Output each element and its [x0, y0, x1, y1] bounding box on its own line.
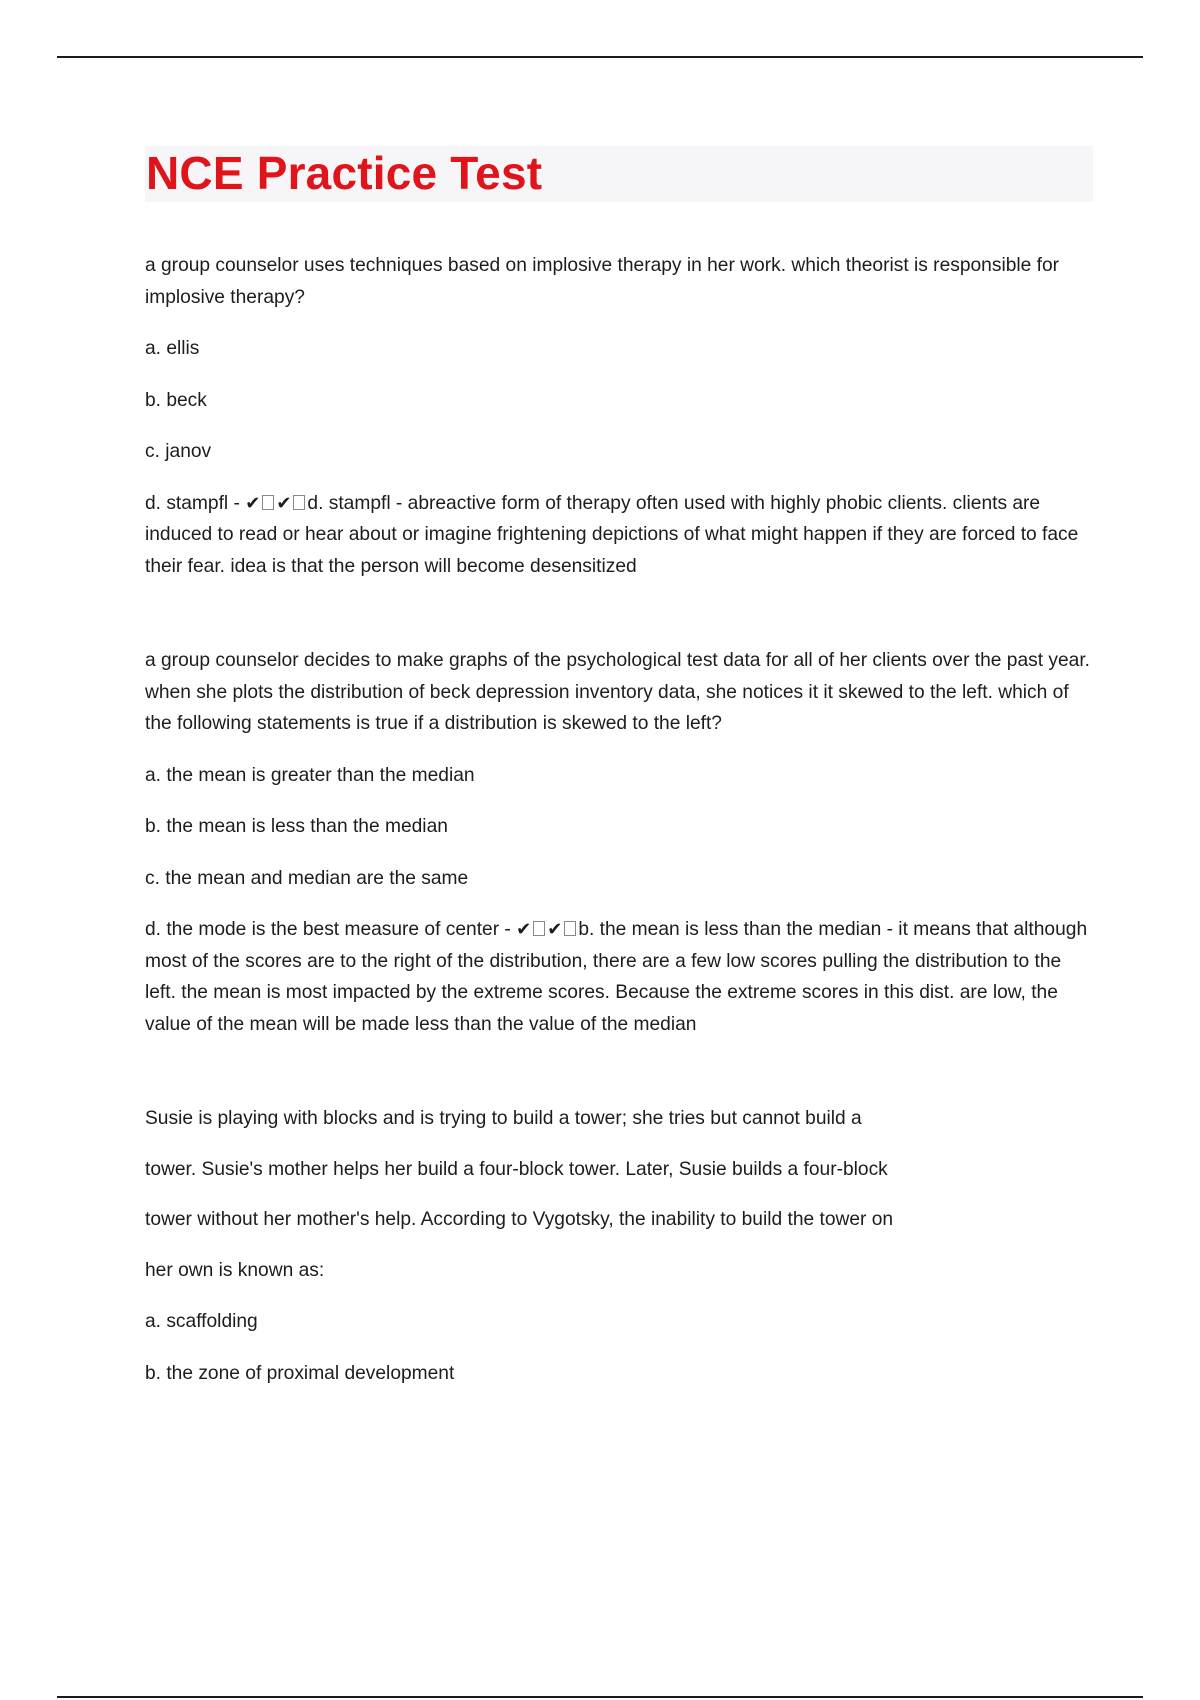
- title-band: [145, 146, 1093, 202]
- check-mark-icon: ✔: [547, 919, 563, 940]
- missing-glyph-box-icon: [293, 495, 305, 510]
- page-title: NCE Practice Test: [146, 147, 543, 199]
- question-2-prompt: a group counselor decides to make graphs of the psychological test data for all of her clients over the past year. when she plots the distribution of beck depression inventory data, she notices it it skewed to the left. which of the following statements is true if a distribution is skewed to the left?: [145, 650, 1090, 734]
- question-2-option-a: a. the mean is greater than the median: [145, 764, 475, 786]
- question-2-answer-text: b. the mean is less than the median - it means that although most of the scores are to the right of the distribution, there are a few low scores pulling the distribution to the left. the mean is most impacted by the extreme scores. Because the extreme scores in this dist. are low, the value of the mean will be made less than the value of the median: [145, 919, 1088, 1035]
- question-1-prompt: a group counselor uses techniques based on implosive therapy in her work. which theorist is responsible for implosive therapy?: [145, 255, 1060, 308]
- question-2-option-b: b. the mean is less than the median: [145, 816, 448, 837]
- spacer: [145, 582, 1093, 645]
- question-3-prompt-line-2: tower. Susie's mother helps her build a four-block tower. Later, Susie builds a four-block: [145, 1158, 888, 1180]
- missing-glyph-box-icon: [564, 921, 576, 936]
- missing-glyph-box-icon: [262, 495, 274, 510]
- question-2-option-c: c. the mean and median are the same: [145, 867, 469, 889]
- question-3-option-a: a. scaffolding: [145, 1311, 258, 1332]
- question-1-answer-text: d. stampfl - abreactive form of therapy often used with highly phobic clients. clients are induced to read or hear about or imagine frightening depictions of what might happen if they are forced to face their fear. idea is that the person will become desensitized: [145, 492, 1079, 577]
- question-1-answer-lead: d. stampfl -: [145, 492, 246, 514]
- question-3-prompt-line-1: Susie is playing with blocks and is trying to build a tower; she tries but cannot build a: [145, 1108, 862, 1129]
- question-1-option-a: a. ellis: [145, 338, 200, 359]
- document-content: [145, 146, 1093, 1389]
- question-2-answer-lead: d. the mode is the best measure of center -: [145, 919, 517, 940]
- top-rule: [57, 56, 1143, 58]
- question-3-prompt-line-3: tower without her mother's help. According to Vygotsky, the inability to build the tower on: [145, 1209, 894, 1230]
- bottom-rule: [57, 1696, 1143, 1698]
- spacer: [145, 1040, 1093, 1103]
- check-mark-icon: ✔: [276, 492, 292, 514]
- question-1-option-c: c. janov: [145, 441, 212, 462]
- missing-glyph-box-icon: [533, 921, 545, 936]
- question-1-option-b: b. beck: [145, 389, 207, 411]
- question-3-option-b: b. the zone of proximal development: [145, 1362, 455, 1384]
- check-mark-icon: ✔: [516, 919, 532, 940]
- question-3-prompt-line-4: her own is known as:: [145, 1259, 325, 1281]
- check-mark-icon: ✔: [245, 492, 261, 514]
- question-1-answer: [145, 488, 1093, 583]
- question-2-answer: [145, 914, 1093, 1040]
